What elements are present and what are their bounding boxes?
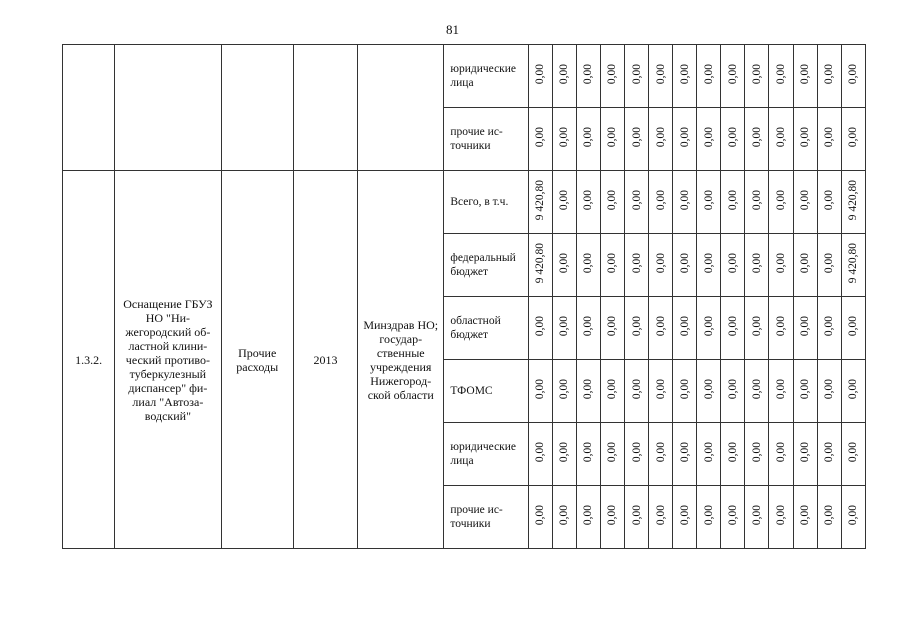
value-cell (793, 108, 817, 171)
value-cell (745, 360, 769, 423)
value-text: 0,00 (775, 126, 788, 148)
value-text: 0,00 (799, 126, 812, 148)
value-text: 0,00 (847, 504, 860, 526)
value-text: 0,00 (558, 252, 571, 274)
value-cell (673, 486, 697, 549)
value-cell (576, 423, 600, 486)
value-text: 0,00 (582, 315, 595, 337)
value-cell (745, 234, 769, 297)
entry-executor: Минздрав НО; государ-ственные учреждения Нижегород-ской области (358, 171, 444, 549)
value-cell (528, 171, 552, 234)
value-cell (793, 297, 817, 360)
value-cell (841, 360, 865, 423)
value-text: 0,00 (678, 189, 691, 211)
value-text: 0,00 (654, 252, 667, 274)
value-text: 0,00 (775, 63, 788, 85)
value-cell (552, 108, 576, 171)
value-text: 0,00 (606, 441, 619, 463)
value-cell (769, 45, 793, 108)
value-cell (697, 423, 721, 486)
value-text: 0,00 (630, 126, 643, 148)
value-text: 0,00 (823, 315, 836, 337)
value-text: 0,00 (775, 252, 788, 274)
value-text: 0,00 (726, 126, 739, 148)
value-text: 0,00 (654, 189, 667, 211)
value-cell (769, 486, 793, 549)
value-cell (576, 171, 600, 234)
value-cell (600, 297, 624, 360)
entry-year: 2013 (293, 171, 357, 549)
value-cell (673, 171, 697, 234)
value-text: 0,00 (799, 504, 812, 526)
value-cell (552, 297, 576, 360)
funding-source: прочие ис-точники (444, 486, 528, 549)
value-text: 0,00 (726, 252, 739, 274)
value-cell (841, 423, 865, 486)
value-text: 0,00 (558, 315, 571, 337)
value-text: 0,00 (702, 63, 715, 85)
value-cell (649, 297, 673, 360)
value-text: 0,00 (750, 315, 763, 337)
value-cell (745, 486, 769, 549)
value-cell (673, 45, 697, 108)
value-text: 0,00 (799, 189, 812, 211)
value-cell (576, 108, 600, 171)
value-cell (625, 45, 649, 108)
value-text: 0,00 (750, 441, 763, 463)
value-cell (625, 360, 649, 423)
value-cell (552, 486, 576, 549)
value-cell (793, 45, 817, 108)
value-text: 0,00 (823, 378, 836, 400)
cont-year-cell (293, 45, 357, 171)
value-text: 9 420,80 (534, 242, 547, 284)
value-text: 0,00 (726, 315, 739, 337)
value-cell (528, 234, 552, 297)
value-text: 0,00 (823, 63, 836, 85)
value-cell (817, 360, 841, 423)
value-text: 0,00 (799, 378, 812, 400)
value-text: 0,00 (799, 252, 812, 274)
value-cell (841, 297, 865, 360)
value-text: 0,00 (582, 189, 595, 211)
value-text: 0,00 (702, 252, 715, 274)
value-cell (528, 45, 552, 108)
value-cell (576, 297, 600, 360)
value-cell (793, 486, 817, 549)
value-text: 0,00 (606, 504, 619, 526)
value-text: 0,00 (654, 504, 667, 526)
value-cell (769, 360, 793, 423)
value-cell (600, 423, 624, 486)
value-text: 0,00 (775, 378, 788, 400)
value-cell (576, 486, 600, 549)
value-text: 0,00 (775, 189, 788, 211)
value-text: 0,00 (534, 441, 547, 463)
value-cell (528, 108, 552, 171)
value-cell (552, 234, 576, 297)
value-text: 0,00 (726, 504, 739, 526)
value-cell (697, 297, 721, 360)
value-text: 0,00 (823, 126, 836, 148)
value-text: 0,00 (823, 252, 836, 274)
value-text: 0,00 (558, 441, 571, 463)
value-text: 0,00 (630, 189, 643, 211)
value-cell (745, 297, 769, 360)
value-text: 0,00 (534, 126, 547, 148)
value-cell (793, 234, 817, 297)
value-text: 0,00 (534, 378, 547, 400)
value-cell (817, 486, 841, 549)
value-cell (697, 234, 721, 297)
value-text: 0,00 (847, 441, 860, 463)
value-cell (721, 423, 745, 486)
value-cell (841, 171, 865, 234)
value-cell (649, 234, 673, 297)
value-text: 9 420,80 (534, 179, 547, 221)
value-text: 9 420,80 (847, 242, 860, 284)
cont-expense-cell (221, 45, 293, 171)
value-cell (793, 423, 817, 486)
value-cell (576, 360, 600, 423)
value-text: 0,00 (702, 315, 715, 337)
funding-source: ТФОМС (444, 360, 528, 423)
value-text: 0,00 (678, 378, 691, 400)
funding-source: юридические лица (444, 45, 528, 108)
value-text: 0,00 (726, 378, 739, 400)
value-cell (600, 171, 624, 234)
value-text: 0,00 (654, 441, 667, 463)
value-text: 0,00 (654, 63, 667, 85)
value-text: 0,00 (654, 126, 667, 148)
budget-table (62, 44, 866, 549)
value-cell (649, 108, 673, 171)
value-text: 0,00 (606, 126, 619, 148)
entry-number: 1.3.2. (63, 171, 115, 549)
value-text: 0,00 (606, 252, 619, 274)
value-cell (769, 234, 793, 297)
value-text: 0,00 (582, 441, 595, 463)
value-text: 0,00 (654, 315, 667, 337)
value-cell (841, 486, 865, 549)
entry-expense-type: Прочие расходы (221, 171, 293, 549)
table-row (63, 171, 866, 234)
value-cell (600, 45, 624, 108)
value-text: 0,00 (726, 63, 739, 85)
value-text: 0,00 (534, 63, 547, 85)
value-cell (600, 360, 624, 423)
value-cell (769, 108, 793, 171)
table-row (63, 45, 866, 108)
value-cell (673, 360, 697, 423)
value-text: 0,00 (558, 126, 571, 148)
value-cell (721, 486, 745, 549)
value-cell (625, 108, 649, 171)
value-cell (817, 297, 841, 360)
value-text: 0,00 (847, 315, 860, 337)
cont-name-cell (115, 45, 221, 171)
value-text: 0,00 (630, 252, 643, 274)
value-cell (528, 423, 552, 486)
value-cell (697, 360, 721, 423)
value-cell (625, 486, 649, 549)
value-cell (841, 108, 865, 171)
value-cell (625, 297, 649, 360)
funding-source: Всего, в т.ч. (444, 171, 528, 234)
value-cell (721, 234, 745, 297)
funding-source: юридические лица (444, 423, 528, 486)
value-cell (625, 171, 649, 234)
value-cell (769, 171, 793, 234)
entry-name: Оснащение ГБУЗ НО "Ни-жегородский об-ластной клини-ческий противо-туберкулезный диспансер" фи-лиал "Автоза-водский" (115, 171, 221, 549)
value-text: 0,00 (775, 504, 788, 526)
cont-executor-cell (358, 45, 444, 171)
value-cell (697, 486, 721, 549)
value-text: 0,00 (799, 63, 812, 85)
value-text: 0,00 (606, 63, 619, 85)
value-cell (721, 45, 745, 108)
value-text: 0,00 (678, 252, 691, 274)
value-text: 0,00 (678, 126, 691, 148)
value-cell (817, 423, 841, 486)
value-text: 0,00 (582, 252, 595, 274)
value-cell (673, 297, 697, 360)
value-text: 0,00 (582, 63, 595, 85)
value-cell (817, 45, 841, 108)
value-cell (625, 234, 649, 297)
funding-source: прочие ис-точники (444, 108, 528, 171)
value-text: 0,00 (678, 63, 691, 85)
value-cell (552, 360, 576, 423)
value-cell (817, 171, 841, 234)
value-cell (673, 423, 697, 486)
value-text: 0,00 (654, 378, 667, 400)
value-cell (576, 45, 600, 108)
value-cell (552, 423, 576, 486)
value-text: 0,00 (726, 441, 739, 463)
value-cell (697, 108, 721, 171)
value-text: 0,00 (558, 378, 571, 400)
value-cell (745, 423, 769, 486)
value-text: 0,00 (799, 315, 812, 337)
value-text: 0,00 (775, 441, 788, 463)
page-number: 81 (446, 22, 459, 37)
value-text: 9 420,80 (847, 179, 860, 221)
value-text: 0,00 (606, 189, 619, 211)
value-cell (649, 486, 673, 549)
funding-source: областной бюджет (444, 297, 528, 360)
value-text: 0,00 (823, 189, 836, 211)
value-text: 0,00 (702, 126, 715, 148)
value-text: 0,00 (847, 126, 860, 148)
value-text: 0,00 (630, 378, 643, 400)
value-cell (721, 108, 745, 171)
value-text: 0,00 (606, 315, 619, 337)
value-text: 0,00 (558, 504, 571, 526)
value-cell (769, 423, 793, 486)
value-text: 0,00 (750, 252, 763, 274)
value-text: 0,00 (606, 378, 619, 400)
value-text: 0,00 (678, 504, 691, 526)
value-cell (528, 360, 552, 423)
value-text: 0,00 (847, 63, 860, 85)
value-cell (649, 423, 673, 486)
value-text: 0,00 (799, 441, 812, 463)
value-cell (817, 234, 841, 297)
value-text: 0,00 (534, 315, 547, 337)
value-text: 0,00 (750, 63, 763, 85)
value-text: 0,00 (702, 189, 715, 211)
value-text: 0,00 (750, 189, 763, 211)
value-text: 0,00 (582, 504, 595, 526)
value-cell (576, 234, 600, 297)
value-cell (721, 171, 745, 234)
value-text: 0,00 (702, 378, 715, 400)
value-cell (649, 171, 673, 234)
value-cell (625, 423, 649, 486)
value-cell (552, 45, 576, 108)
value-cell (673, 108, 697, 171)
value-cell (769, 297, 793, 360)
value-cell (841, 234, 865, 297)
value-text: 0,00 (630, 441, 643, 463)
value-text: 0,00 (630, 504, 643, 526)
value-cell (552, 171, 576, 234)
value-cell (649, 360, 673, 423)
value-cell (600, 486, 624, 549)
value-cell (745, 45, 769, 108)
value-text: 0,00 (582, 378, 595, 400)
value-text: 0,00 (750, 378, 763, 400)
value-text: 0,00 (750, 504, 763, 526)
funding-source: федеральный бюджет (444, 234, 528, 297)
cont-number-cell (63, 45, 115, 171)
value-text: 0,00 (847, 378, 860, 400)
value-cell (528, 486, 552, 549)
value-cell (817, 108, 841, 171)
value-text: 0,00 (558, 63, 571, 85)
value-text: 0,00 (775, 315, 788, 337)
value-text: 0,00 (534, 504, 547, 526)
value-text: 0,00 (582, 126, 595, 148)
value-text: 0,00 (726, 189, 739, 211)
value-cell (649, 45, 673, 108)
value-cell (745, 108, 769, 171)
value-cell (721, 297, 745, 360)
value-text: 0,00 (558, 189, 571, 211)
value-cell (528, 297, 552, 360)
value-cell (841, 45, 865, 108)
value-text: 0,00 (702, 504, 715, 526)
value-text: 0,00 (823, 504, 836, 526)
value-cell (697, 45, 721, 108)
value-text: 0,00 (702, 441, 715, 463)
value-text: 0,00 (678, 441, 691, 463)
value-cell (793, 171, 817, 234)
value-text: 0,00 (630, 63, 643, 85)
table-body (63, 45, 866, 549)
value-cell (697, 171, 721, 234)
value-cell (745, 171, 769, 234)
value-text: 0,00 (750, 126, 763, 148)
value-cell (721, 360, 745, 423)
value-cell (600, 234, 624, 297)
value-text: 0,00 (630, 315, 643, 337)
value-text: 0,00 (678, 315, 691, 337)
value-cell (673, 234, 697, 297)
value-cell (600, 108, 624, 171)
value-text: 0,00 (823, 441, 836, 463)
value-cell (793, 360, 817, 423)
